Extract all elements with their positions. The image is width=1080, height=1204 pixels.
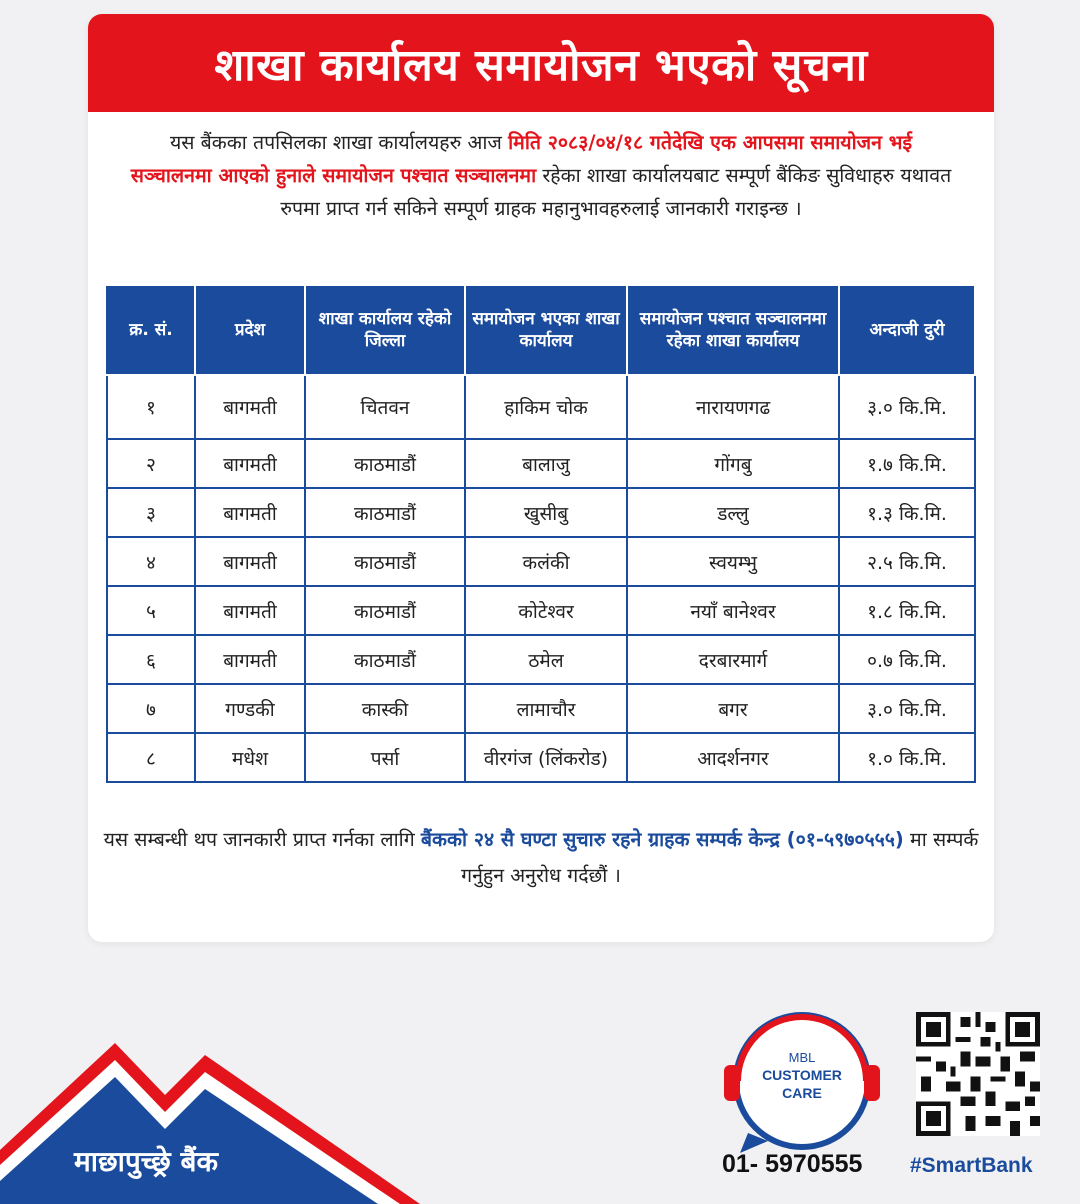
cell-province: बागमती: [195, 586, 305, 635]
cell-district: काठमाडौं: [305, 439, 465, 488]
cell-operating-branch: नारायणगढ: [627, 375, 839, 439]
cell-distance: ३.० कि.मि.: [839, 684, 975, 733]
cell-merged-branch: कलंकी: [465, 537, 627, 586]
table-row: [107, 635, 975, 684]
header-district: शाखा कार्यालय रहेको जिल्ला: [305, 285, 465, 375]
cell-province: बागमती: [195, 635, 305, 684]
intro-text-end: रहेका शाखा कार्यालयबाट सम्पूर्ण बैंकिङ सुविधाहरु यथावत रुपमा प्राप्त गर्न सकिने सम्पूर्ण ग्राहक महानुभावहरुलाई जानकारी गराइन्छ ।: [280, 164, 952, 220]
contact-text-highlight: बैंकको २४ सै घण्टा सुचारु रहने ग्राहक सम्पर्क केन्द्र (०१-५९७०५५५): [420, 828, 904, 851]
cell-operating-branch: स्वयम्भु: [627, 537, 839, 586]
cell-operating-branch: आदर्शनगर: [627, 733, 839, 782]
cell-province: बागमती: [195, 537, 305, 586]
branch-merger-table: [106, 284, 976, 783]
care-label-line3: CARE: [782, 1085, 822, 1101]
intro-text-highlight: मिति २०८३/०४/१८ गतेदेखि एक आपसमा समायोजन भई सञ्चालनमा आएको हुनाले समायोजन पश्चात सञ्चालनमा: [130, 131, 913, 187]
cell-operating-branch: डल्लु: [627, 488, 839, 537]
cell-province: गण्डकी: [195, 684, 305, 733]
header-distance: अन्दाजी दुरी: [839, 285, 975, 375]
cell-merged-branch: कोटेश्वर: [465, 586, 627, 635]
cell-operating-branch: गोंगबु: [627, 439, 839, 488]
cell-serial: १: [107, 375, 195, 439]
cell-province: बागमती: [195, 439, 305, 488]
header-province: प्रदेश: [195, 285, 305, 375]
cell-distance: १.० कि.मि.: [839, 733, 975, 782]
cell-serial: ३: [107, 488, 195, 537]
cell-distance: १.८ कि.मि.: [839, 586, 975, 635]
cell-merged-branch: खुसीबु: [465, 488, 627, 537]
header-serial: क्र. सं.: [107, 285, 195, 375]
cell-serial: ८: [107, 733, 195, 782]
cell-province: मधेश: [195, 733, 305, 782]
cell-province: बागमती: [195, 375, 305, 439]
cell-distance: ०.७ कि.मि.: [839, 635, 975, 684]
table-row: [107, 375, 975, 439]
cell-operating-branch: दरबारमार्ग: [627, 635, 839, 684]
table-header-row: [107, 285, 975, 375]
care-phone-number: 01- 5970555: [722, 1150, 863, 1178]
cell-distance: ३.० कि.मि.: [839, 375, 975, 439]
brand-name: माछापुच्छ्रे बैंक: [74, 1145, 218, 1178]
table-row: [107, 439, 975, 488]
cell-distance: २.५ कि.मि.: [839, 537, 975, 586]
table-row: [107, 733, 975, 782]
header-merged-branch: समायोजन भएका शाखा कार्यालय: [465, 285, 627, 375]
care-label-line1: MBL: [788, 1050, 816, 1065]
cell-operating-branch: बगर: [627, 684, 839, 733]
table-row: [107, 537, 975, 586]
cell-district: कास्की: [305, 684, 465, 733]
cell-district: पर्सा: [305, 733, 465, 782]
cell-serial: २: [107, 439, 195, 488]
contact-text-end: मा सम्पर्क गर्नुहुन अनुरोध गर्दछौं ।: [461, 828, 979, 887]
hashtag: #SmartBank: [910, 1154, 1033, 1177]
table-row: [107, 488, 975, 537]
cell-distance: १.३ कि.मि.: [839, 488, 975, 537]
cell-merged-branch: वीरगंज (लिंकरोड): [465, 733, 627, 782]
cell-serial: ६: [107, 635, 195, 684]
cell-district: काठमाडौं: [305, 635, 465, 684]
cell-province: बागमती: [195, 488, 305, 537]
contact-text-start: यस सम्बन्धी थप जानकारी प्राप्त गर्नका लागि: [103, 828, 421, 851]
qr-code-icon[interactable]: [916, 1012, 1040, 1136]
cell-merged-branch: हाकिम चोक: [465, 375, 627, 439]
cell-serial: ७: [107, 684, 195, 733]
header-operating-branch: समायोजन पश्चात सञ्चालनमा रहेका शाखा कार्यालय: [627, 285, 839, 375]
cell-operating-branch: नयाँ बानेश्वर: [627, 586, 839, 635]
contact-paragraph: [88, 822, 994, 894]
cell-serial: ५: [107, 586, 195, 635]
cell-merged-branch: बालाजु: [465, 439, 627, 488]
notice-card: [88, 14, 994, 942]
intro-text-start: यस बैंकका तपसिलका शाखा कार्यालयहरु आज: [169, 131, 509, 154]
care-label-line2: CUSTOMER: [762, 1067, 842, 1083]
cell-serial: ४: [107, 537, 195, 586]
cell-district: काठमाडौं: [305, 586, 465, 635]
table-row: [107, 586, 975, 635]
cell-district: काठमाडौं: [305, 488, 465, 537]
cell-merged-branch: ठमेल: [465, 635, 627, 684]
cell-district: चितवन: [305, 375, 465, 439]
customer-care-headset-icon: [718, 1005, 886, 1155]
notice-title: शाखा कार्यालय समायोजन भएको सूचना: [88, 14, 994, 112]
table-row: [107, 684, 975, 733]
cell-distance: १.७ कि.मि.: [839, 439, 975, 488]
cell-district: काठमाडौं: [305, 537, 465, 586]
intro-paragraph: [128, 126, 954, 225]
cell-merged-branch: लामाचौर: [465, 684, 627, 733]
